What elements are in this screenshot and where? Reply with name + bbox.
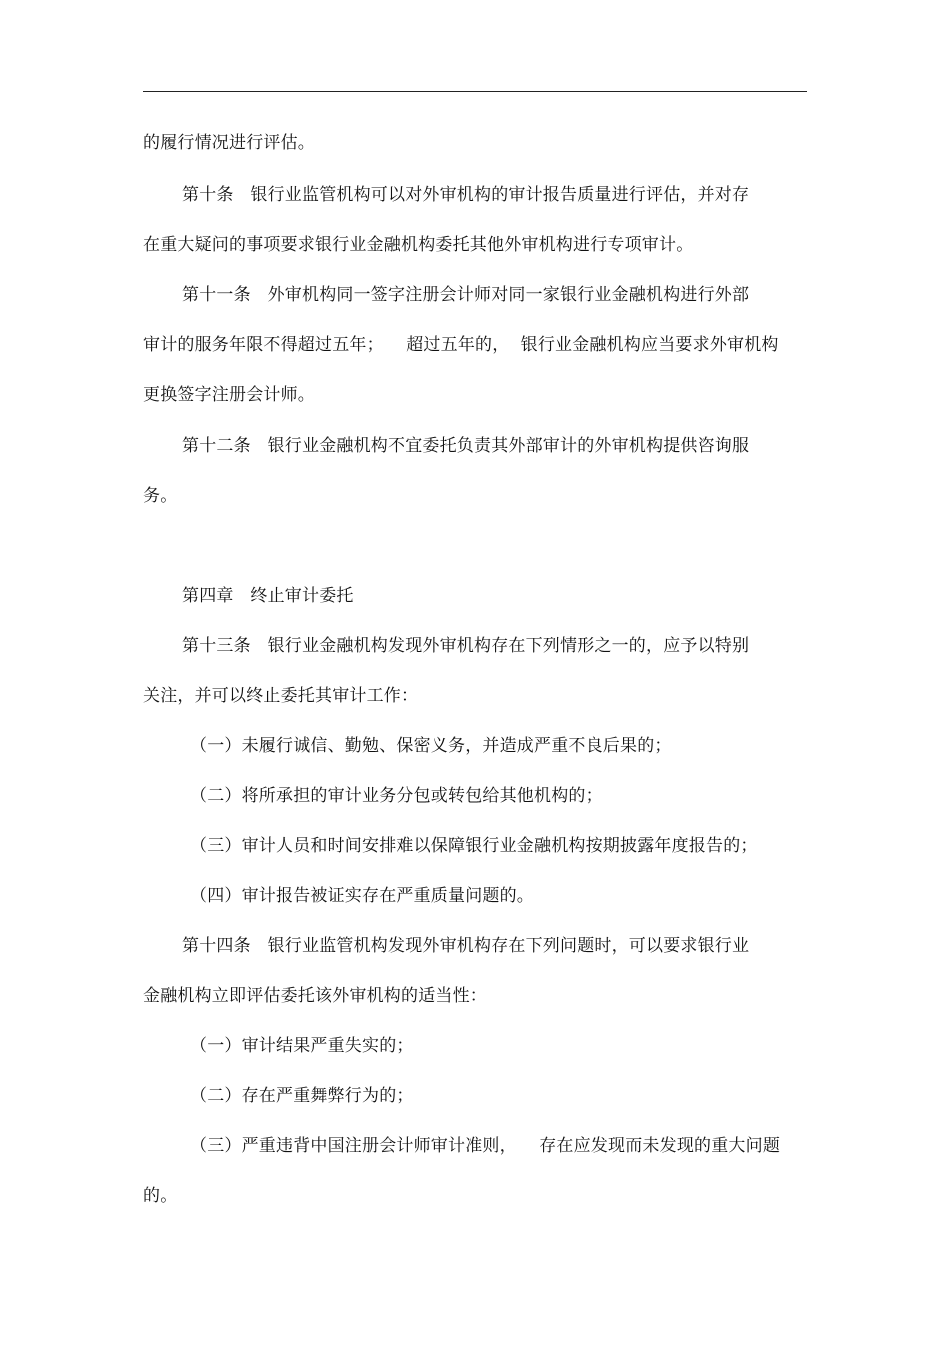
paragraph-line: 更换签字注册会计师。 [143, 385, 315, 405]
article-13-line: 第十三条 银行业金融机构发现外审机构存在下列情形之一的，应予以特别 [182, 636, 750, 656]
header-rule [143, 91, 807, 92]
list-item: （二）将所承担的审计业务分包或转包给其他机构的； [190, 786, 603, 806]
paragraph-line: 关注，并可以终止委托其审计工作： [143, 686, 419, 706]
article-14-line: 第十四条 银行业监管机构发现外审机构存在下列问题时，可以要求银行业 [182, 936, 750, 956]
article-12-line: 第十二条 银行业金融机构不宜委托负责其外部审计的外审机构提供咨询服 [182, 436, 750, 456]
list-item: （一）未履行诚信、勤勉、保密义务，并造成严重不良后果的； [190, 736, 672, 756]
list-item: （二）存在严重舞弊行为的； [190, 1086, 414, 1106]
paragraph-line: 金融机构立即评估委托该外审机构的适当性： [143, 986, 487, 1006]
paragraph-line: 务。 [143, 486, 178, 506]
list-item: （四）审计报告被证实存在严重质量问题的。 [190, 886, 534, 906]
chapter-heading: 第四章 终止审计委托 [182, 586, 354, 606]
paragraph-line: 的履行情况进行评估。 [143, 133, 315, 153]
paragraph-line: 审计的服务年限不得超过五年； 超过五年的， 银行业金融机构应当要求外审机构 [143, 335, 779, 355]
list-item: （三）严重违背中国注册会计师审计准则， 存在应发现而未发现的重大问题 [190, 1136, 781, 1156]
list-item: （三）审计人员和时间安排难以保障银行业金融机构按期披露年度报告的； [190, 836, 758, 856]
article-10-line: 第十条 银行业监管机构可以对外审机构的审计报告质量进行评估，并对存 [182, 185, 750, 205]
article-11-line: 第十一条 外审机构同一签字注册会计师对同一家银行业金融机构进行外部 [182, 285, 750, 305]
paragraph-line: 的。 [143, 1186, 178, 1206]
list-item: （一）审计结果严重失实的； [190, 1036, 414, 1056]
paragraph-line: 在重大疑问的事项要求银行业金融机构委托其他外审机构进行专项审计。 [143, 235, 694, 255]
